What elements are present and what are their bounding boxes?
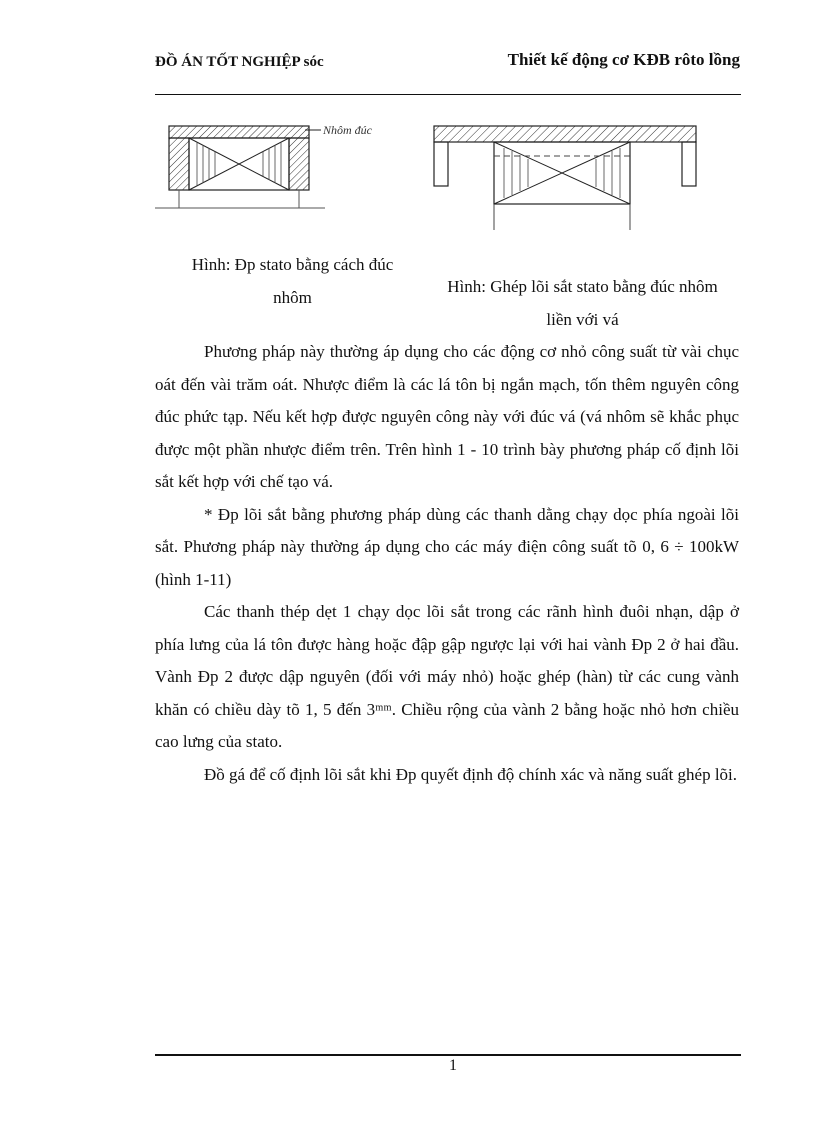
paragraph: Đồ gá để cố định lõi sắt khi Đp quyết định độ chính xác và năng suất ghép lõi. xyxy=(204,764,738,784)
figure-annotation: Nhôm đúc xyxy=(323,123,372,137)
figure-left-caption-line2: nhôm xyxy=(273,288,312,307)
header-rule xyxy=(155,94,741,95)
figure-stator-cast-aluminum xyxy=(155,118,375,216)
cast-band-top xyxy=(169,126,309,138)
figure-core-cast-with-shell xyxy=(430,118,730,238)
figure-right-caption-line1: Hình: Ghép lõi sắt stato bằng đúc nhôm xyxy=(447,277,718,296)
body-text xyxy=(155,336,739,791)
flange-left xyxy=(169,138,189,190)
page-number: 1 xyxy=(449,1057,457,1074)
shell-leg-left xyxy=(434,142,448,186)
figure-right-caption-line2: liền với vá xyxy=(546,310,619,329)
figure-left-caption-line1: Hình: Đp stato bằng cách đúc xyxy=(191,255,394,274)
flange-right xyxy=(289,138,309,190)
header-right-title: Thiết kế động cơ KĐB rôto lồng xyxy=(507,50,740,69)
paragraph: Phương pháp này thường áp dụng cho các động cơ nhỏ công suất từ vài chục oát đến vài trăm oát. Nhược điểm là các lá tôn bị ngắn mạch, tốn thêm nguyên công đúc phức tạp. Nếu kết hợp được nguyên công này với đúc vá (vá nhôm sẽ khắc phục được một phần nhược điểm trên. Trên hình 1 - 10 trình bày phương pháp cố định lõi sắt kết hợp với chế tạo vá. xyxy=(155,342,739,491)
paragraph: Các thanh thép dẹt 1 chạy dọc lõi sắt trong các rãnh hình đuôi nhạn, dập ở phía lưng của lá tôn được hàng hoặc đập gập ngược lại với hai vành Đp 2 ở hai đầu. Vành Đp 2 được dập nguyên (đối với máy nhỏ) hoặc ghép (hàn) từ các cung vành khăn có chiều dày tõ 1, 5 đến 3ᵐᵐ. Chiều rộng của vành 2 bằng hoặc nhỏ hơn chiều cao lưng của stato. xyxy=(155,602,739,751)
paragraph: * Đp lõi sắt bằng phương pháp dùng các thanh dằng chạy dọc phía ngoài lõi sắt. Phương pháp này thường áp dụng cho các máy điện công suất tõ 0, 6 ÷ 100kW (hình 1-11) xyxy=(155,504,739,589)
header-left-title: ĐỒ ÁN TỐT NGHIỆP sóc xyxy=(155,54,324,70)
shell-band-top xyxy=(434,126,696,142)
shell-leg-right xyxy=(682,142,696,186)
